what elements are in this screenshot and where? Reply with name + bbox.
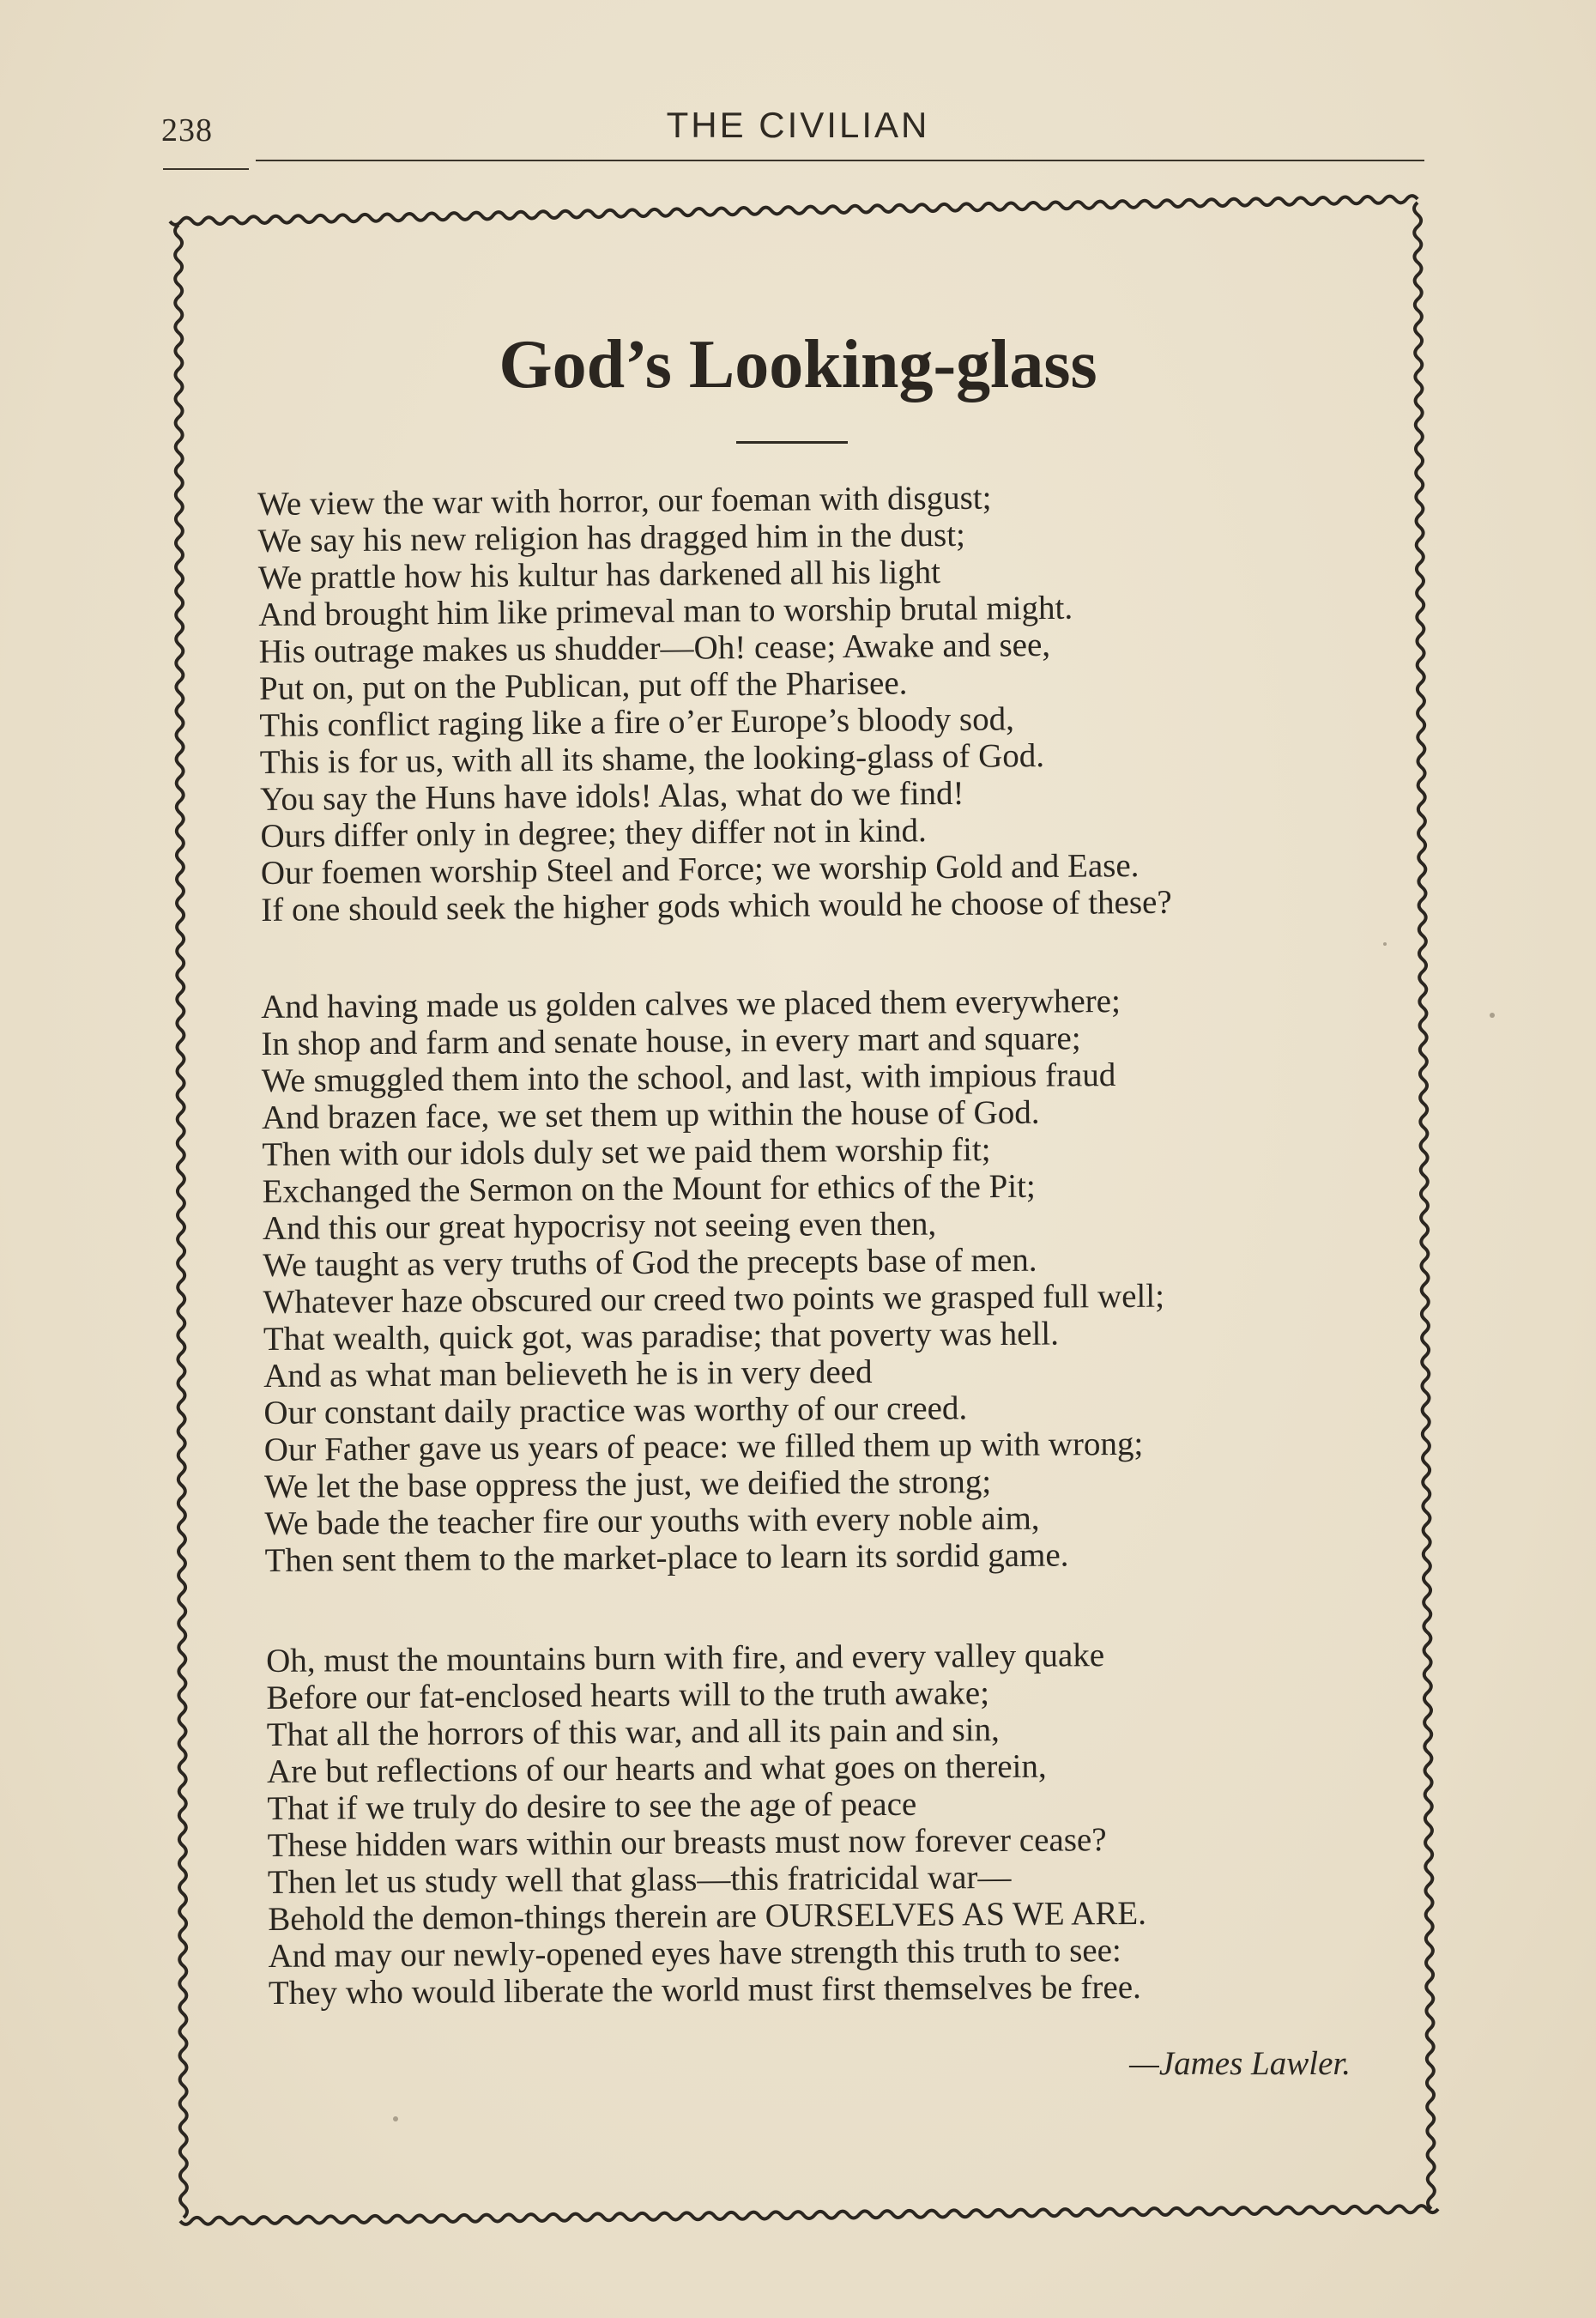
poem-line: And brought him like primeval man to worship brutal might.: [258, 589, 1073, 633]
poem-line: Before our fat-enclosed hearts will to the truth awake;: [266, 1674, 990, 1716]
border-top-wave: [170, 196, 1418, 225]
poem-line: Our foemen worship Steel and Force; we worship Gold and Ease.: [260, 847, 1140, 892]
poem-line: And as what man believeth he is in very deed: [263, 1353, 873, 1395]
border-left-wave: [175, 225, 187, 2218]
border-right-wave: [1414, 203, 1435, 2209]
poem-line: Whatever haze obscured our creed two points we grasped full well;: [263, 1277, 1165, 1321]
poem-line: That all the horrors of this war, and all its pain and sin,: [266, 1711, 1000, 1753]
poem-line: This is for us, with all its shame, the looking-glass of God.: [259, 737, 1045, 781]
poem-line: We let the base oppress the just, we deified the strong;: [263, 1463, 992, 1505]
poem-line: Our constant daily practice was worthy of our creed.: [263, 1389, 968, 1431]
poem-line: We smuggled them into the school, and last, with impious fraud: [261, 1056, 1116, 1099]
poem-line: Then let us study well that glass—this fratricidal war—: [267, 1858, 1012, 1901]
poem-title: God’s Looking-glass: [499, 327, 1097, 402]
poem-line: We say his new religion has dragged him in the dust;: [257, 516, 966, 560]
poem-line: Then sent them to the market-place to learn its sordid game.: [264, 1536, 1069, 1579]
poem-line: And brazen face, we set them up within the house of God.: [261, 1093, 1040, 1136]
paper-speck: [1490, 1013, 1495, 1018]
stanza-3: [266, 1637, 1147, 2012]
author-signature: —James Lawler.: [1129, 2045, 1351, 2082]
poem-line: We bade the teacher fire our youths with every noble aim,: [264, 1499, 1040, 1542]
poem-line: Then with our idols duly set we paid them worship fit;: [262, 1131, 991, 1173]
poem-line: That if we truly do desire to see the age of peace: [267, 1785, 917, 1827]
poem-line: That wealth, quick got, was paradise; that poverty was hell.: [263, 1315, 1060, 1358]
poem-line: In shop and farm and senate house, in every mart and square;: [261, 1020, 1081, 1062]
poem-line: You say the Huns have idols! Alas, what do we find!: [260, 774, 964, 818]
poem-line: Exchanged the Sermon on the Mount for ethics of the Pit;: [262, 1167, 1036, 1210]
running-title: THE CIVILIAN: [666, 105, 930, 145]
poem-line: Oh, must the mountains burn with fire, and every valley quake: [266, 1637, 1105, 1679]
poem-line: Are but reflections of our hearts and what goes on therein,: [266, 1747, 1047, 1790]
poem-line: If one should seek the higher gods which would he choose of these?: [261, 883, 1172, 929]
poem-line: We prattle how his kultur has darkened all his light: [257, 554, 941, 596]
stanza-1: [257, 478, 1172, 929]
poem-line: And may our newly-opened eyes have strength this truth to see:: [268, 1932, 1121, 1975]
poem-line: And having made us golden calves we placed them everywhere;: [261, 983, 1121, 1026]
poem-line: Behold the demon-things therein are OURSELVES AS WE ARE.: [268, 1894, 1147, 1938]
stanza-2: [261, 983, 1166, 1579]
poem-line: Put on, put on the Publican, put off the Pharisee.: [258, 664, 908, 707]
poem-line: We taught as very truths of God the precepts base of men.: [263, 1241, 1037, 1284]
poem-line: His outrage makes us shudder—Oh! cease; Awake and see,: [258, 626, 1051, 670]
poem-line: We view the war with horror, our foeman with disgust;: [257, 479, 992, 523]
poem-line: Ours differ only in degree; they differ not in kind.: [260, 812, 927, 855]
poem-line: And this our great hypocrisy not seeing even then,: [262, 1205, 937, 1247]
poem-line: They who would liberate the world must first themselves be free.: [268, 1968, 1141, 2012]
poem-line: These hidden wars within our breasts must now forever cease?: [267, 1821, 1107, 1864]
paper-speck: [1383, 942, 1387, 946]
title-divider: [736, 441, 848, 444]
page-number: 238: [161, 112, 213, 148]
border-bottom-wave: [180, 2206, 1438, 2224]
paper-speck: [393, 2116, 398, 2121]
poem-line: Our Father gave us years of peace: we filled them up with wrong;: [263, 1425, 1144, 1468]
poem-line: This conflict raging like a fire o’er Europe’s bloody sod,: [259, 700, 1015, 744]
